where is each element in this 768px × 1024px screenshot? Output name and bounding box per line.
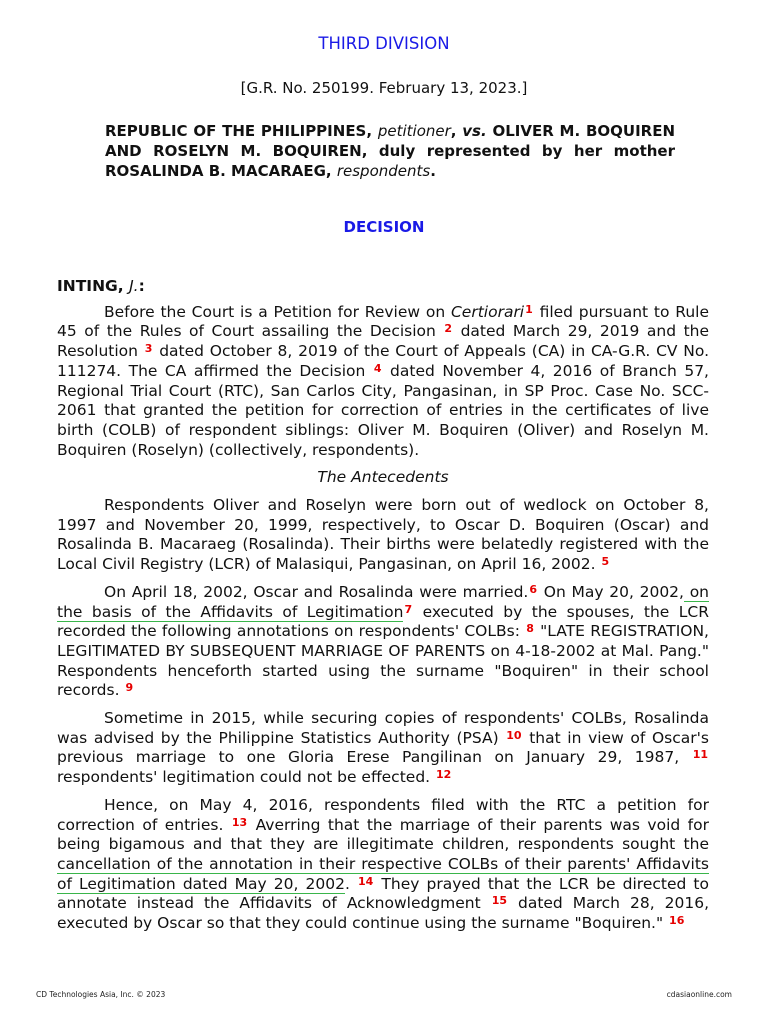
- footnote-link[interactable]: 13: [231, 815, 248, 829]
- footnote-link[interactable]: 11: [692, 748, 708, 762]
- footnote-link[interactable]: 7: [404, 602, 413, 616]
- case-number: [G.R. No. 250199. February 13, 2023.]: [240, 79, 528, 97]
- footnote-link[interactable]: 2: [444, 322, 453, 336]
- footer-copyright: CD Technologies Asia, Inc. © 2023: [36, 990, 166, 999]
- ponente-punct: :: [138, 277, 145, 295]
- paragraph-2: [57, 496, 709, 575]
- ponente: INTING, J.:: [57, 277, 145, 295]
- petitioner-name: REPUBLIC OF THE PHILIPPINES: [105, 122, 367, 140]
- text: dated November 4, 2016 of Branch 57, Regional Trial Court (RTC), San Carlos City, Pangasinan, in SP Proc. Case No. SCC-2061 that granted the petition for correction of entries in the certificates of live birth (COLB) of respondent siblings: Oliver M. Boquiren (Oliver) and Roselyn M. Boquiren (Roselyn) (collectively, respondents).: [57, 361, 709, 459]
- paragraph-4: [57, 709, 709, 788]
- text: Before the Court is a Petition for Review on: [104, 302, 451, 321]
- paragraph-5: [57, 796, 709, 934]
- footnote-link[interactable]: 4: [373, 361, 382, 375]
- text: On April 18, 2002, Oscar and Rosalinda were married.: [104, 582, 529, 601]
- footnote-link[interactable]: 15: [491, 894, 507, 908]
- footnote-link[interactable]: 10: [506, 728, 522, 742]
- decision-title: DECISION: [343, 218, 425, 236]
- text: that in view of Oscar's previous marriage to one Gloria Erese Pangilinan on January 29, 1987,: [57, 728, 709, 767]
- footer-site: cdasiaonline.com: [666, 990, 732, 999]
- text: .: [345, 874, 358, 893]
- footnote-link[interactable]: 8: [526, 622, 534, 636]
- respondents-name: OLIVER M. BOQUIREN AND ROSELYN M. BOQUIREN, duly represented by her mother ROSALINDA B. MACARAEG: [105, 122, 675, 180]
- case-parties: REPUBLIC OF THE PHILIPPINES, petitioner, vs. OLIVER M. BOQUIREN AND ROSELYN M. BOQUIREN, duly represented by her mother ROSALINDA B. MACARAEG, respondents.: [105, 122, 675, 180]
- petitioner-role: petitioner: [377, 122, 451, 140]
- footnote-link[interactable]: 14: [358, 874, 374, 888]
- text: Averring that the marriage of their parents was void for being bigamous and that they are illegitimate children, respondents sought the: [57, 815, 709, 854]
- text: dated March 28, 2016, executed by Oscar so that they could continue using the surname "Boquiren.": [57, 894, 709, 933]
- division-heading: THIRD DIVISION: [318, 34, 450, 53]
- highlighted-text: on the basis of the Affidavits of Legitimation: [57, 582, 710, 621]
- footnote-link[interactable]: 5: [601, 555, 610, 569]
- footnote-link[interactable]: 6: [529, 582, 538, 596]
- text: "LATE REGISTRATION, LEGITIMATED BY SUBSEQUENT MARRIAGE OF PARENTS on 4-18-2002 at Mal. Pang." Respondents henceforth started using the surname "Boquiren" in their school records.: [57, 622, 709, 700]
- text: dated March 29, 2019 and the Resolution: [57, 322, 710, 361]
- respondents-role: respondents: [336, 162, 431, 180]
- text: Sometime in 2015, while securing copies of respondents' COLBs, Rosalinda was advised by the Philippine Statistics Authority (PSA): [57, 709, 709, 747]
- decision-body: [57, 277, 709, 942]
- text: On May 20, 2002,: [538, 582, 684, 601]
- text: filed pursuant to Rule 45 of the Rules of Court assailing the Decision: [57, 302, 709, 341]
- section-heading: The Antecedents: [317, 468, 449, 487]
- ponente-suffix: J.: [129, 277, 139, 295]
- footnote-link[interactable]: 1: [525, 302, 533, 316]
- text: They prayed that the LCR be directed to annotate instead the Affidavits of Acknowledgment: [57, 874, 709, 913]
- footnote-link[interactable]: 12: [436, 768, 452, 782]
- ponente-name: INTING: [57, 277, 118, 295]
- text: Certiorari: [450, 302, 525, 321]
- versus-label: vs.: [462, 122, 487, 140]
- footnote-link[interactable]: 16: [669, 914, 685, 928]
- text: Respondents Oliver and Roselyn were born out of wedlock on October 8, 1997 and November 20, 1999, respectively, to Oscar D. Boquiren (Oscar) and Rosalinda B. Macaraeg (Rosalinda). Their births were belatedly registered with the Local Civil Registry (LCR) of Malasiqui, Pangasinan, on April 16, 2002.: [57, 496, 709, 574]
- text: Hence, on May 4, 2016, respondents filed with the RTC a petition for correction of entries.: [57, 795, 709, 834]
- paragraph-3: [57, 583, 709, 701]
- text: respondents' legitimation could not be effected.: [57, 768, 436, 787]
- text: dated October 8, 2019 of the Court of Appeals (CA) in CA-G.R. CV No. 111274. The CA affirmed the Decision: [57, 342, 709, 380]
- footnote-link[interactable]: 3: [144, 342, 153, 356]
- footnote-link[interactable]: 9: [125, 681, 134, 695]
- highlighted-text: cancellation of the annotation in their respective COLBs of their parents' Affidavits of Legitimation dated May 20, 2002: [57, 854, 709, 893]
- text: executed by the spouses, the LCR recorded the following annotations on respondents' COLBs:: [57, 602, 710, 641]
- paragraph-1: [57, 303, 709, 461]
